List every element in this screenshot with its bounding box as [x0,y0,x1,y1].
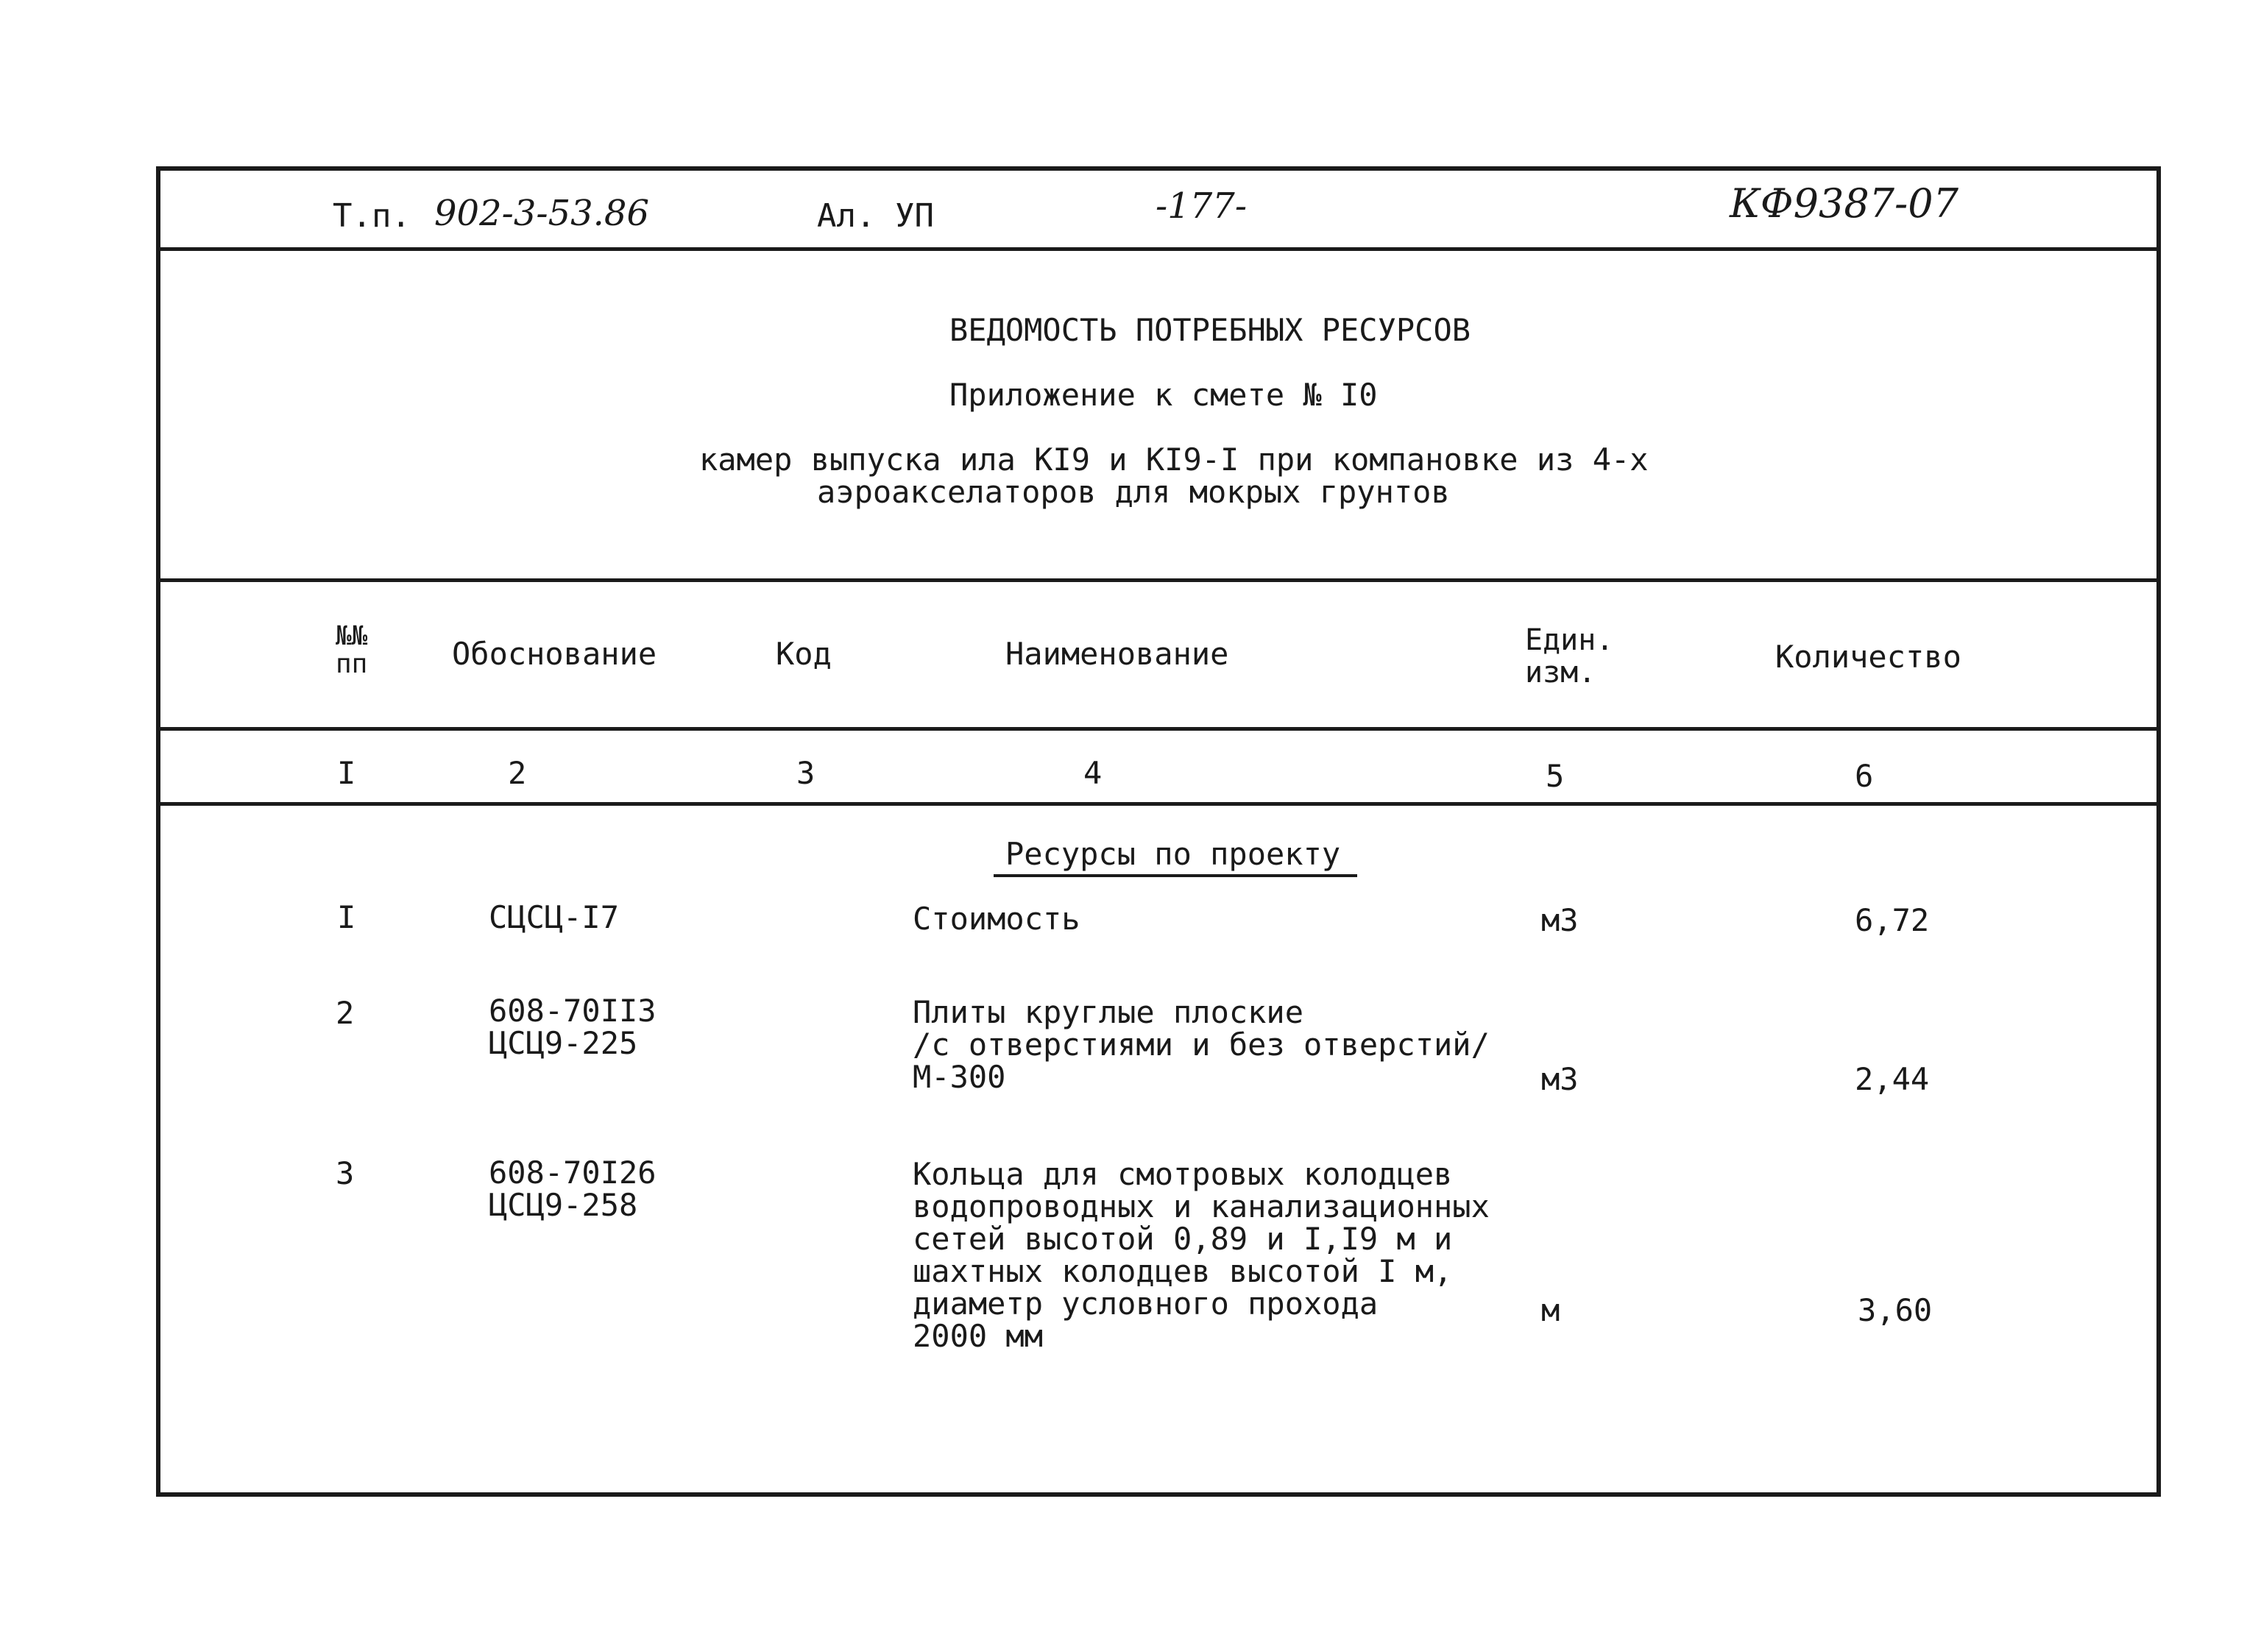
col-header-qty: Количество [1775,639,1961,675]
col-number-3: 3 [796,755,815,791]
row-2-qty: 2,44 [1855,1061,1930,1097]
row-3-basis: 608-70I26 ЦСЦ9-258 [489,1155,657,1223]
document-title: ВЕДОМОСТЬ ПОТРЕБНЫХ РЕСУРСОВ [949,312,1471,348]
col-header-unit: Един. изм. [1525,623,1614,689]
col-number-5: 5 [1546,758,1565,794]
row-1-basis: СЦСЦ-I7 [489,899,620,935]
section-title-underline [994,874,1357,877]
col-header-basis: Обоснование [452,636,657,672]
row-3-qty: 3,60 [1858,1292,1933,1328]
col-number-4: 4 [1083,755,1103,791]
doc-ref-number: 902-3-53.86 [434,193,650,234]
col-number-6: 6 [1855,758,1874,794]
row-1-num: I [337,899,356,935]
col-header-num: №№ пп [336,621,368,679]
header-divider [156,247,2161,251]
subject-line-2: аэроакселаторов для мокрых грунтов [817,474,1450,510]
doc-ref-label: Т.п. [333,197,411,235]
appendix-line: Приложение к смете № I0 [949,377,1378,413]
row-2-unit: м3 [1541,1061,1579,1097]
row-2-basis: 608-70II3 ЦСЦ9-225 [489,993,657,1061]
section-title: Ресурсы по проекту [1005,836,1341,872]
row-2-name: Плиты круглые плоские /с отверстиями и без отверстий/ М-300 [913,994,1490,1095]
subject-line-1: камер выпуска ила КI9 и КI9-I при компановке из 4-х [699,442,1649,478]
col-number-2: 2 [508,755,527,791]
row-3-name: Кольца для смотровых колодцев водопроводных и канализационных сетей высотой 0,89 и I,I9 м и шахтных колодцев высотой I м, диаметр условного прохода 2000 мм [913,1156,1490,1354]
col-header-code: Код [776,636,832,672]
row-3-unit: м [1541,1292,1560,1328]
archive-code: КФ9387-07 [1730,180,1959,227]
row-1-unit: м3 [1541,902,1579,938]
row-1-qty: 6,72 [1855,902,1930,938]
title-divider [156,578,2161,582]
column-header-divider [156,727,2161,731]
row-3-num: 3 [336,1155,355,1191]
col-number-1: I [337,755,356,791]
col-header-name: Наименование [1005,636,1229,672]
column-number-divider [156,802,2161,806]
album-label: Ал. УП [817,197,934,235]
row-1-name: Стоимость [913,901,1080,937]
row-2-num: 2 [336,995,355,1031]
page-number: -177- [1156,185,1248,227]
